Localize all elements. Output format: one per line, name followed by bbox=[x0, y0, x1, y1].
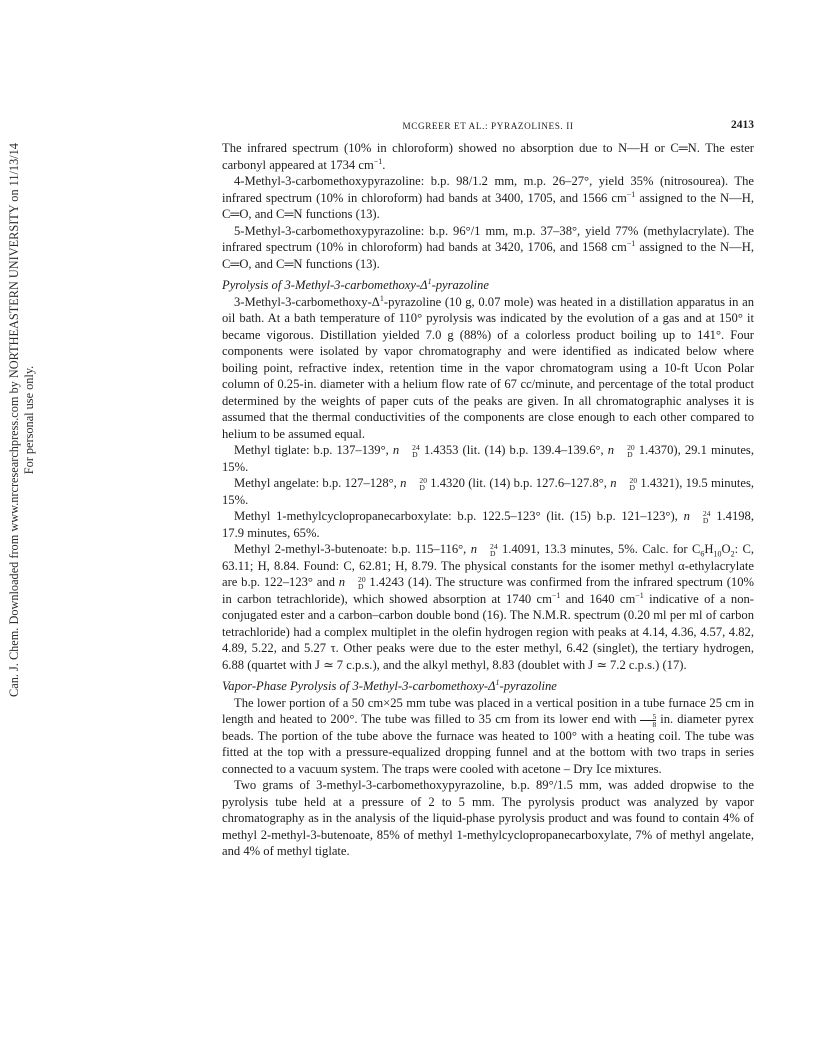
paragraph-apparatus: The lower portion of a 50 cm×25 mm tube was placed in a vertical position in a tube furnace 25 cm in length and heated to 200°. The tube was filled to 35 cm from its lower end with $\frac{5}{8}$ in. diameter pyrex beads. The portion of the tube above the furnace was heated to 100° with a heating coil. The tube was fitted at the top with a pressure-equalized dropping funnel and at the bottom with two traps in series connected to a vacuum system. The traps were cooled with acetone – Dry Ice mixtures. bbox=[222, 695, 754, 776]
paragraph-pyrolysis-procedure: $3-Methyl-3-carbomethoxy-\Delta^1$-pyrazoline (10 g, 0.07 mole) was heated in a distillation apparatus in an oil bath. At a bath temperature of 110° pyrolysis was indicated by the evolution of a gas and at 150° it became vigorous. Distillation yielded 7.0 g (88%) of a colorless product boiling up to 141°. Four components were isolated by vapor chromatography and were identified as indicated below where boiling point, refractive index, retention time in the vapor chromatogram using a 10-ft Ucon Polar column of 0.25-in. diameter with a helium flow rate of 67 cc/minute, and percentage of the total product determined by the weights of paper cuts of the peaks are given. In all chromatographic analyses it is assumed that the thermal conductivities of the components are close enough to each other compared to helium to be assumed equal. bbox=[222, 293, 754, 441]
paragraph-vapor-results: Two grams of 3-methyl-3-carbomethoxypyrazoline, b.p. 89°/1.5 mm, was added dropwise to the pyrolysis tube held at a pressure of 2 to 5 mm. The pyrolysis product was analyzed by vapor chromatography as in the analysis of the liquid-phase pyrolysis product and was found to contain 4% of methyl 2-methyl-3-butenoate, 85% of methyl 1-methylcyclopropanecarboxylate, 7% of methyl angelate, and 4% of methyl tiglate. bbox=[222, 778, 754, 859]
fraction-five-eighths: $\frac{5}{8}$ bbox=[640, 713, 656, 728]
paragraph-methyl-butenoate: Methyl 2-methyl-3-butenoate: b.p. 115–116°, n 24 D 1.4091, 13.3 minutes, 5%. Calc. for $C_6H_{10}O_2$: C, 63.11; H, 8.84. Found: C, 62.81; H, 8.79. The physical constants for the isomer methyl α-ethylacrylate are b.p. 122–123° and n 20 D 1.4243 (14). The structure was confirmed from the infrared spectrum (10% in carbon tetrachloride), which showed absorption at 1740 $cm^{-1}$ and 1640 $cm^{-1}$ indicative of a non-conjugated ester and a carbon–carbon double bond (16). The N.M.R. spectrum (0.20 ml per ml of carbon tetrachloride) had a complex multiplet in the olefin hydrogen region with peaks at 4.14, 4.36, 4.57, 4.82, 4.89, 5.22, and 5.27 τ. Other peaks were due to the ester methyl, 6.42 (singlet), the tertiary hydrogen, 6.88 (quartet with J ≃ 7 c.p.s.), and the alkyl methyl, 8.83 (doublet with J ≃ 7.2 c.p.s.) (17). bbox=[222, 542, 754, 672]
page-number: 2413 bbox=[731, 119, 754, 131]
article-body bbox=[222, 140, 754, 860]
side-watermark bbox=[0, 0, 44, 1053]
paragraph-ir-spectrum: The infrared spectrum (10% in chloroform) showed no absorption due to N—H or C═N. The ester carbonyl appeared at 1734 $cm^{-1}$. bbox=[222, 141, 754, 172]
page-header bbox=[222, 119, 754, 135]
paragraph-4-methyl: 4-Methyl-3-carbomethoxypyrazoline: b.p. 98/1.2 mm, m.p. 26–27°, yield 35% (nitrosourea). The infrared spectrum (10% in chloroform) had bands at 3400, 1705, and 1566 $cm^{-1}$ assigned to the N—H, C═O, and C═N functions (13). bbox=[222, 174, 754, 221]
download-notice bbox=[7, 143, 37, 697]
paragraph-methyl-cyclopropane: Methyl 1-methylcyclopropanecarboxylate: b.p. 122.5–123° (lit. (15) b.p. 121–123°), n 24 D 1.4198, 17.9 minutes, 65%. bbox=[222, 509, 754, 540]
download-notice-line1: Can. J. Chem. Downloaded from www.nrcresearchpress.com by NORTHEASTERN UNIVERSITY on 11/13/14 bbox=[7, 143, 21, 697]
download-notice-line2: For personal use only. bbox=[22, 365, 36, 475]
section-heading-pyrolysis: Pyrolysis of $3-Methyl-3-carbomethoxy-\Delta^1$-pyrazoline bbox=[222, 276, 489, 292]
paragraph-5-methyl: 5-Methyl-3-carbomethoxypyrazoline: b.p. 96°/1 mm, m.p. 37–38°, yield 77% (methylacrylate). The infrared spectrum (10% in chloroform) had bands at 3420, 1706, and 1568 $cm^{-1}$ assigned to the N—H, C═O, and C═N functions (13). bbox=[222, 223, 754, 271]
running-title: MCGREER ET AL.: PYRAZOLINES. II bbox=[402, 121, 574, 131]
paragraph-methyl-tiglate: Methyl tiglate: b.p. 137–139°, n 24 D 1.4353 (lit. (14) b.p. 139.4–139.6°, n 20 D 1.4370), 29.1 minutes, 15%. bbox=[222, 443, 754, 474]
paragraph-methyl-angelate: Methyl angelate: b.p. 127–128°, n 20 D 1.4320 (lit. (14) b.p. 127.6–127.8°, n 20 D 1.4321), 19.5 minutes, 15%. bbox=[222, 476, 754, 507]
section-heading-vapor-phase: Vapor-Phase Pyrolysis of $3-Methyl-3-carbomethoxy-\Delta^1$-pyrazoline bbox=[222, 677, 557, 693]
